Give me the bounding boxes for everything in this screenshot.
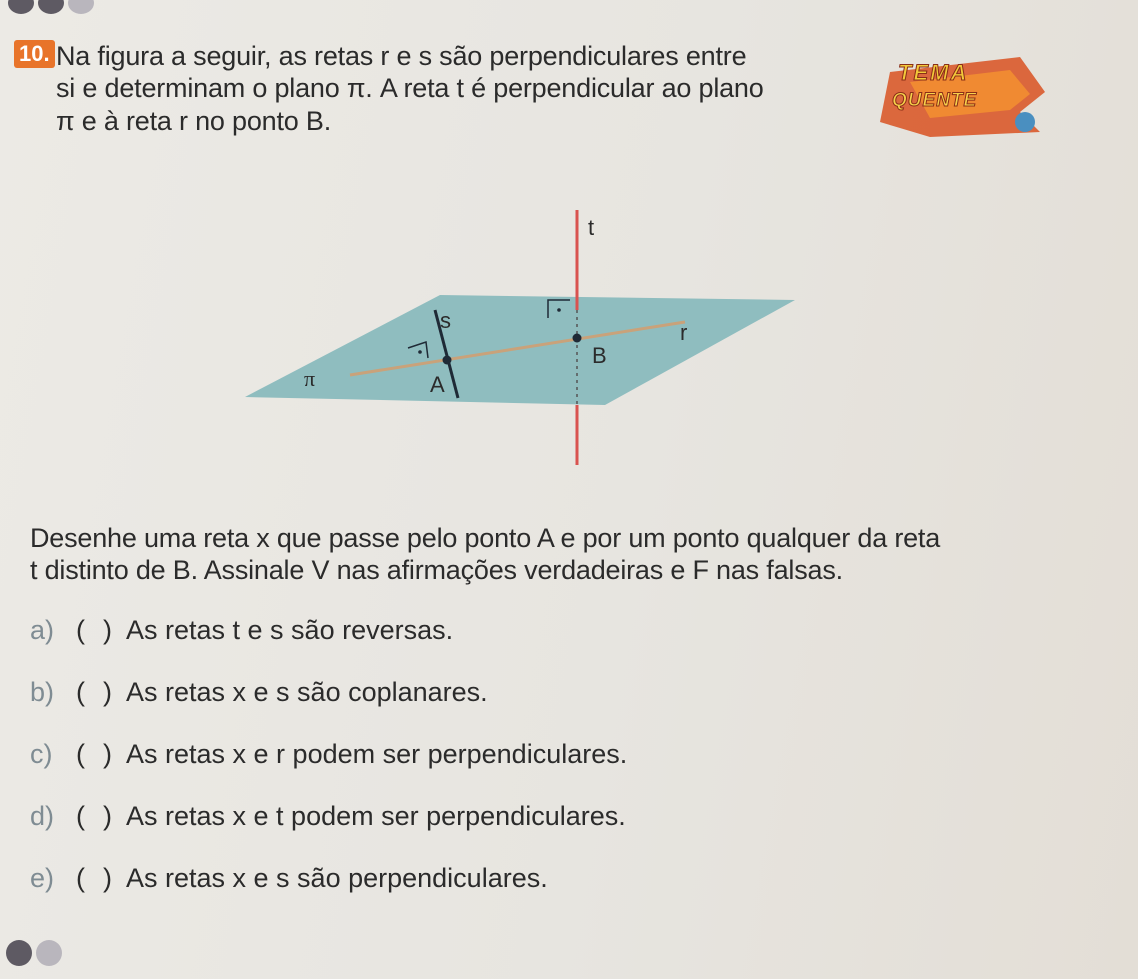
label-t: t [588,215,595,240]
statement-text: As retas x e s são perpendiculares. [126,863,548,893]
right-angle-dot [418,350,422,354]
plane-pi [245,295,795,405]
statement-text: As retas t e s são reversas. [126,615,454,645]
statement-letter: a) [30,615,55,645]
answer-parentheses[interactable]: ( ) [76,677,112,707]
dot-decoration [36,940,62,966]
label-B: B [592,343,607,368]
statement-item [30,801,627,863]
statement-list [30,615,627,925]
dot-decoration [68,0,94,14]
statement-text: As retas x e s são coplanares. [126,677,488,707]
statement-text: As retas x e r podem ser perpendiculares. [126,739,628,769]
statement-letter: e) [30,863,55,893]
tema-quente-badge [870,52,1050,142]
question-number: 10. [14,40,55,68]
badge-line1: TEMA [898,60,969,85]
point-A [443,356,452,365]
decorative-dots-bottom [6,940,62,966]
question-task: Desenhe uma reta x que passe pelo ponto A e por um ponto qualquer da reta t distinto de B. Assinale V nas afirmações verdadeiras e F nas falsas. [30,523,941,586]
statement-item [30,739,627,801]
decorative-dots-top [8,0,94,14]
dot-decoration [8,0,34,14]
right-angle-dot [557,308,561,312]
point-B [573,334,582,343]
dot-decoration [6,940,32,966]
statement-text: As retas x e t podem ser perpendiculares. [126,801,626,831]
label-s: s [440,308,451,333]
statement-item [30,863,627,925]
label-A: A [430,372,445,397]
label-r: r [680,320,688,345]
statement-letter: d) [30,801,55,831]
answer-parentheses[interactable]: ( ) [76,739,112,769]
badge-line2: QUENTE [892,90,978,111]
statement-letter: c) [30,739,53,769]
question-intro: Na figura a seguir, as retas r e s são perpendiculares entre si e determinam o plano π. A reta t é perpendicular ao plano π e à reta r no ponto B. [56,41,764,136]
answer-parentheses[interactable]: ( ) [76,863,112,893]
geometry-figure [240,200,800,475]
label-pi: π [304,366,316,391]
statement-letter: b) [30,677,55,707]
answer-parentheses[interactable]: ( ) [76,801,112,831]
statement-item [30,615,627,677]
answer-parentheses[interactable]: ( ) [76,615,112,645]
dot-decoration [38,0,64,14]
statement-item [30,677,627,739]
